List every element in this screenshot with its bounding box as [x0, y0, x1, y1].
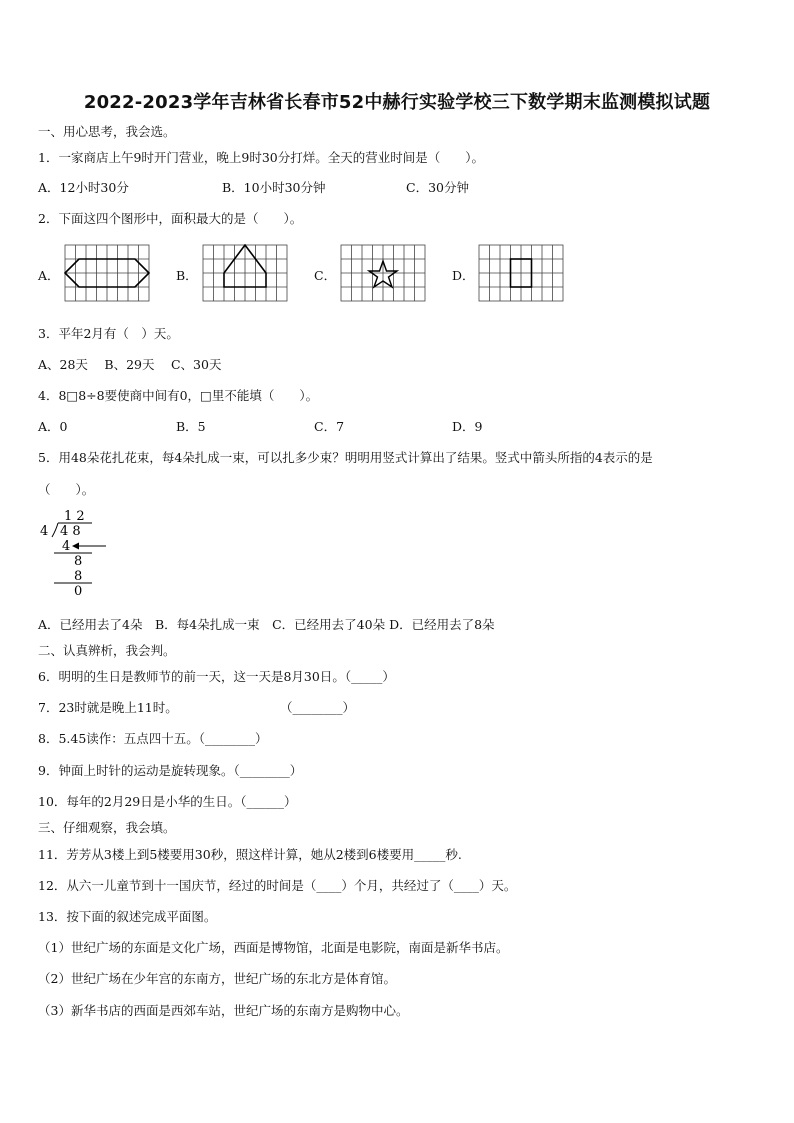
q13-part-3: （3）新华书店的西面是西郊车站，世纪广场的东南方是购物中心。 — [38, 1003, 409, 1018]
question-7: 7．23时就是晚上11时。 — [38, 700, 178, 715]
question-9: 9．钟面上时针的运动是旋转现象。（________） — [38, 763, 303, 778]
section-heading-2: 二、认真辨析，我会判。 — [38, 643, 176, 658]
division-quotient: 1 2 — [64, 509, 85, 524]
q2-figure-c-star — [340, 244, 428, 302]
q1-option-a[interactable]: A．12小时30分 — [38, 180, 129, 195]
q3-options[interactable]: A、28天 B、29天 C、30天 — [38, 357, 222, 372]
q2-figure-a-hexagon — [64, 244, 152, 302]
q1-option-c[interactable]: C．30分钟 — [406, 180, 469, 195]
q5-answer-blank[interactable]: （ ）。 — [38, 482, 95, 497]
division-step-3: 8 — [74, 569, 83, 584]
q5-options[interactable]: A．已经用去了4朵 B．每4朵扎成一束 C．已经用去了40朵 D．已经用去了8朵 — [38, 617, 495, 632]
q2-option-c-label[interactable]: C． — [314, 268, 337, 283]
q2-figure-d-rectangle — [478, 244, 566, 302]
question-12: 12．从六一儿童节到十一国庆节，经过的时间是（____）个月，共经过了（____）天。 — [38, 878, 517, 893]
question-2: 2．下面这四个图形中，面积最大的是（ ）。 — [38, 211, 303, 226]
question-6: 6．明明的生日是教师节的前一天，这一天是8月30日。（_____） — [38, 669, 395, 684]
division-remainder: 0 — [74, 584, 83, 598]
question-3: 3．平年2月有（ ）天。 — [38, 326, 179, 341]
question-13: 13．按下面的叙述完成平面图。 — [38, 909, 217, 924]
q1-option-b[interactable]: B．10小时30分钟 — [222, 180, 326, 195]
exam-title: 2022-2023学年吉林省长春市52中赫行实验学校三下数学期末监测模拟试题 — [83, 92, 711, 113]
q7-answer-blank[interactable]: （________） — [280, 700, 356, 715]
q5-long-division — [36, 506, 116, 598]
q2-option-a-label[interactable]: A． — [38, 268, 60, 283]
q4-option-d[interactable]: D．9 — [452, 419, 483, 434]
question-4: 4．8□8÷8要使商中间有0，□里不能填（ ）。 — [38, 388, 319, 403]
division-divisor: 4 — [40, 524, 49, 539]
q13-part-1: （1）世纪广场的东面是文化广场，西面是博物馆，北面是电影院，南面是新华书店。 — [38, 940, 509, 955]
question-11: 11．芳芳从3楼上到5楼要用30秒，照这样计算，她从2楼到6楼要用_____秒. — [38, 847, 462, 862]
q13-part-2: （2）世纪广场在少年宫的东南方，世纪广场的东北方是体育馆。 — [38, 971, 396, 986]
q2-option-b-label[interactable]: B． — [176, 268, 198, 283]
question-1: 1．一家商店上午9时开门营业，晚上9时30分打烊。全天的营业时间是（ ）。 — [38, 150, 485, 165]
question-8: 8．5.45读作：五点四十五。（________） — [38, 731, 268, 746]
q2-figure-b-pentagon — [202, 244, 290, 302]
section-heading-3: 三、仔细观察，我会填。 — [38, 820, 176, 835]
q4-option-c[interactable]: C．7 — [314, 419, 345, 434]
q4-option-a[interactable]: A．0 — [38, 419, 68, 434]
division-step-1: 4 — [62, 539, 71, 554]
question-10: 10．每年的2月29日是小华的生日。（______） — [38, 794, 297, 809]
q2-option-d-label[interactable]: D． — [452, 268, 475, 283]
section-heading-1: 一、用心思考，我会选。 — [38, 124, 176, 139]
division-dividend: 4 8 — [60, 524, 81, 539]
q4-option-b[interactable]: B．5 — [176, 419, 206, 434]
division-step-2: 8 — [74, 554, 83, 569]
arrow-head-icon — [72, 543, 79, 550]
question-5: 5．用48朵花扎花束，每4朵扎成一束，可以扎多少束？明明用竖式计算出了结果。竖式中箭头所指的4表示的是 — [38, 450, 653, 465]
